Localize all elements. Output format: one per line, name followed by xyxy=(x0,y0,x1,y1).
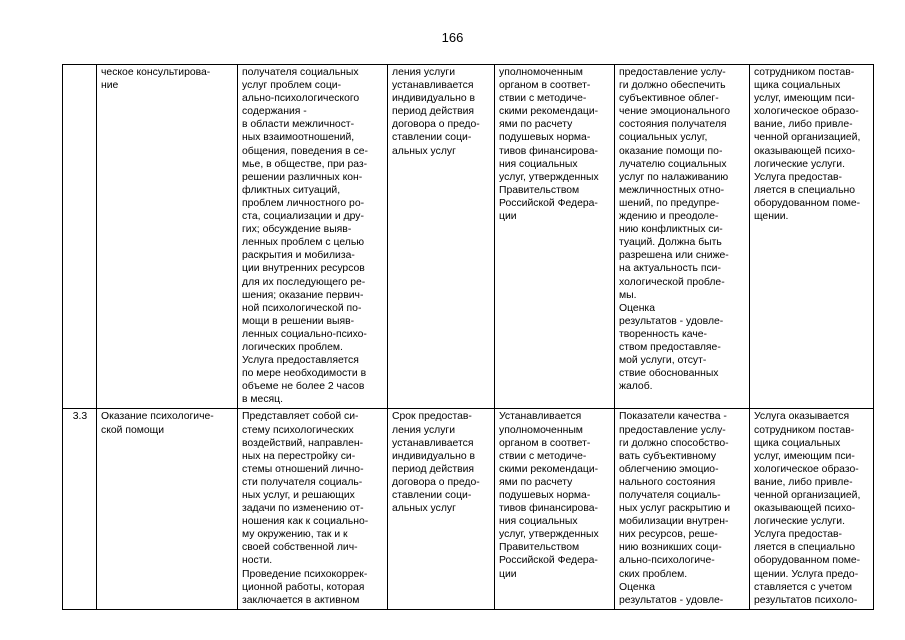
service-name-cell xyxy=(97,409,238,609)
quality-indicators-cell xyxy=(615,409,750,609)
service-description-cell xyxy=(238,65,388,409)
table-row xyxy=(63,65,874,409)
row-number-cell xyxy=(63,409,97,609)
service-term-cell xyxy=(388,65,495,409)
financing-norm: Устанавливается уполномоченным органом в соответ- ствии с методиче- скими рекомендаци- ями по расчету подушевых норма- тивов финансирова- ния социальных услуг, утвержденных Правительством Российской Федера- ции xyxy=(499,411,599,580)
service-conditions: Услуга оказывается сотрудником постав- щика социальных услуг, имеющим пси- хологическое образо- вание, либо привле- ченной организацией, оказывающей психо- логические услуги. Услуга предостав- ляется в специально оборудованном поме- щении. Услуга предо- ставляется с учетом результатов психоло- xyxy=(754,411,861,606)
financing-norm: уполномоченным органом в соответ- ствии с методиче- скими рекомендаци- ями по расчету подушевых норма- тивов финансирова- ния социальных услуг, утвержденных Правительством Российской Федера- ции xyxy=(499,67,599,223)
row-number: 3.3 xyxy=(72,411,88,423)
service-name: Оказание психологиче- ской помощи xyxy=(101,411,214,436)
service-name: ческое консультирова- ние xyxy=(101,67,211,92)
service-conditions-cell xyxy=(750,409,874,609)
financing-norm-cell xyxy=(495,409,615,609)
quality-indicators: предоставление услу- ги должно обеспечить субъективное облег- чение эмоционального состояния получателя социальных услуг, оказание помощи по- лучателю социальных услуг по налаживанию межличностных отно- шений, по предупре- ждению и преодоле- нию конфликтных си- туаций. Должна быть разрешена или сниже- на актуальность пси- хологической пробле- мы. Оценка результатов - удовле- творенность каче- ством предоставляе- мой услуги, отсут- ствие обоснованных жалоб. xyxy=(619,67,731,393)
table-row xyxy=(63,409,874,609)
quality-indicators: Показатели качества - предоставление услу- ги должно способство- вать субъективному облегчению эмоцио- нального состояния получателя социаль- ных услуг раскрытию и мобилизации внутрен- них ресурсов, реше- нию возникших соци- ально-психологиче- ских проблем. Оценка результатов - удовле- xyxy=(619,411,731,606)
financing-norm-cell xyxy=(495,65,615,409)
service-term-cell xyxy=(388,409,495,609)
service-term: ления услуги устанавливается индивидуально в период действия договора о предо- ставлении соци- альных услуг xyxy=(392,67,480,157)
page-number: 166 xyxy=(441,30,464,45)
service-conditions: сотрудником постав- щика социальных услуг, имеющим пси- хологическое образо- вание, либо привле- ченной организацией, оказывающей психо- логические услуги. Услуга предостав- ляется в специально оборудованном поме- щении. xyxy=(754,67,861,223)
service-term: Срок предостав- ления услуги устанавливается индивидуально в период действия договора о предо- ставлении соци- альных услуг xyxy=(392,411,480,515)
row-number-cell xyxy=(63,65,97,409)
service-name-cell xyxy=(97,65,238,409)
service-description: Представляет собой си- стему психологических воздействий, направлен- ных на перестройку си- стемы отношений лично- сти получателя социаль- ных услуг, и решающих задачи по изменению от- ношения как к социально- му окружению, так и к своей собственной лич- ности. Проведение психокоррек- ционной работы, которая заключается в активном xyxy=(242,411,369,606)
quality-indicators-cell xyxy=(615,65,750,409)
service-description: получателя социальных услуг проблем соци- ально-психологического содержания - в области межличност- ных взаимоотношений, общения, поведения в се- мье, в обществе, при раз- решении различных кон- фликтных ситуаций, проблем личностного ро- ста, социализации и дру- гих; обсуждение выяв- ленных проблем с целью раскрытия и мобилиза- ции внутренних ресурсов для их последующего ре- шения; оказание первич- ной психологической по- мощи в решении выяв- ленных социально-психо- логических проблем. Услуга предоставляется по мере необходимости в объеме не более 2 часов в месяц. xyxy=(242,67,368,406)
service-conditions-cell xyxy=(750,65,874,409)
service-description-cell xyxy=(238,409,388,609)
services-table xyxy=(62,64,874,610)
